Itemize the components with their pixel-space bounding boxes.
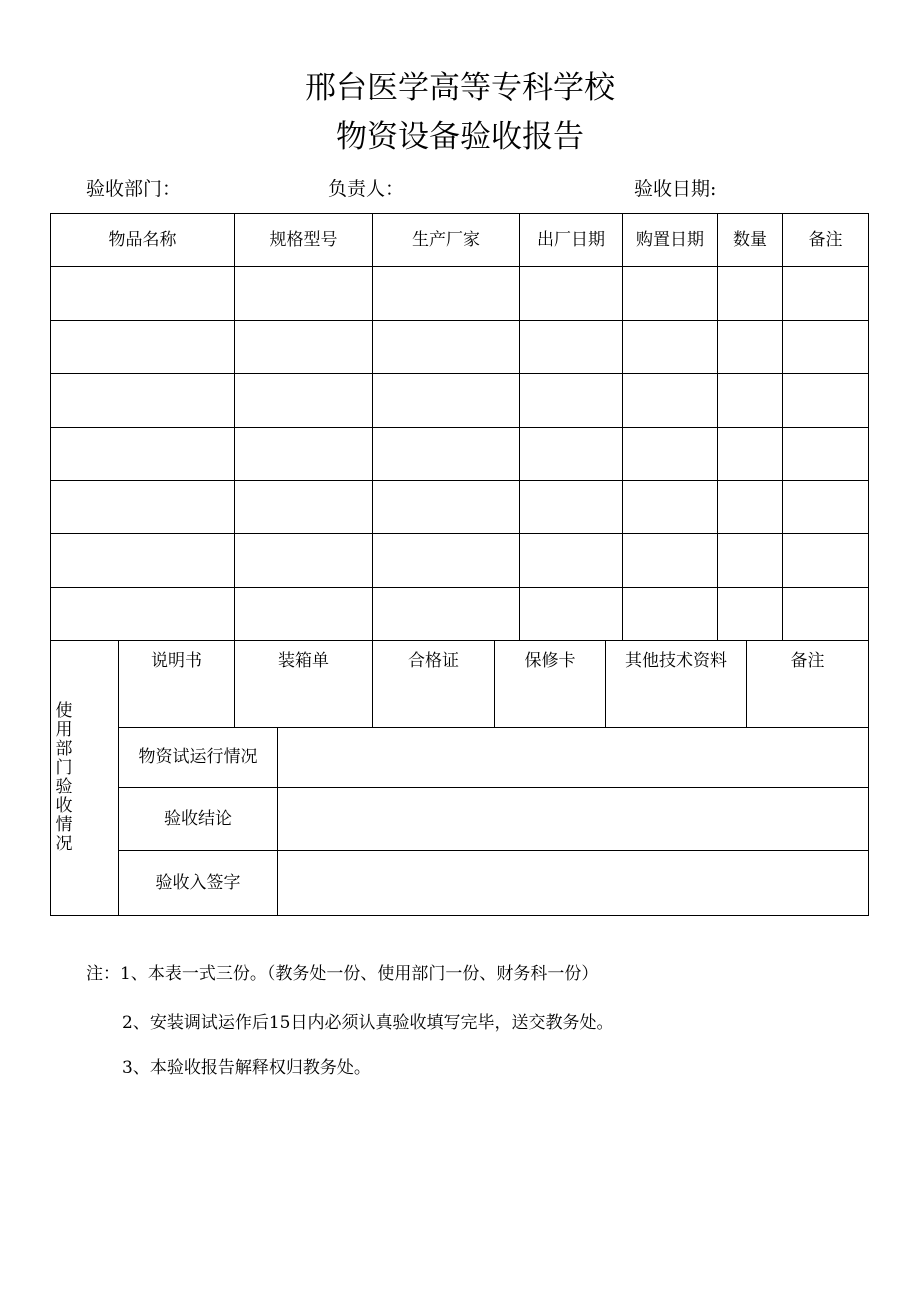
table-border-right — [868, 213, 869, 916]
side-label-char: 门 — [55, 758, 73, 778]
field-date-label: 验收日期: — [634, 178, 717, 200]
table-col-line — [277, 727, 278, 915]
side-label-char: 验 — [55, 777, 73, 797]
docs-header-remarks: 备注 — [790, 651, 825, 671]
table-row-line — [50, 480, 869, 481]
table-row-line — [50, 427, 869, 428]
note-2: 2、安装调试运作后15日内必须认真验收填写完毕，送交教务处。 — [122, 1013, 614, 1033]
table-border-left — [50, 213, 51, 916]
side-label-usage-dept-acceptance — [52, 702, 76, 854]
header-item-name: 物品名称 — [108, 230, 177, 250]
table-col-line — [372, 213, 373, 640]
table-row-line — [50, 373, 869, 374]
side-label-char: 用 — [55, 720, 73, 740]
header-quantity: 数量 — [733, 230, 767, 250]
side-label-char: 部 — [55, 739, 73, 759]
note-1: 注：1、本表一式三份。（教务处一份、使用部门一份、财务科一份） — [86, 964, 599, 984]
table-row-line — [118, 850, 869, 851]
table-col-line — [717, 213, 718, 640]
side-label-char: 况 — [55, 834, 73, 854]
docs-header-warranty-card: 保修卡 — [524, 651, 576, 671]
table-col-line — [622, 213, 623, 640]
table-row-line — [50, 320, 869, 321]
header-purchase-date: 购置日期 — [636, 230, 704, 250]
header-manufacturer: 生产厂家 — [412, 230, 480, 250]
table-col-line — [519, 213, 520, 640]
table-row-line — [118, 727, 869, 728]
field-department-label: 验收部门： — [86, 178, 182, 200]
table-row-line — [50, 533, 869, 534]
row-label-trial-run: 物资试运行情况 — [138, 747, 258, 767]
side-label-char: 收 — [55, 796, 73, 816]
note-3: 3、本验收报告解释权归教务处。 — [122, 1058, 371, 1078]
table-row-line — [50, 587, 869, 588]
table-col-line — [234, 213, 235, 640]
side-label-char: 情 — [55, 815, 73, 835]
docs-header-other-docs: 其他技术资料 — [625, 651, 727, 671]
row-label-conclusion: 验收结论 — [164, 809, 232, 829]
header-remarks: 备注 — [808, 230, 843, 250]
document-title: 邢台医学高等专科学校 — [305, 70, 615, 106]
table-row-line — [118, 787, 869, 788]
docs-header-manual: 说明书 — [151, 651, 202, 671]
docs-header-certificate: 合格证 — [408, 651, 459, 671]
table-col-line — [782, 213, 783, 640]
table-border-top — [50, 213, 869, 214]
header-model: 规格型号 — [269, 230, 338, 250]
docs-header-packing-list: 装箱单 — [278, 651, 329, 671]
table-border-bottom — [50, 915, 869, 916]
document-subtitle: 物资设备验收报告 — [336, 119, 584, 155]
header-factory-date: 出厂日期 — [537, 230, 605, 250]
table-row-line — [50, 266, 869, 267]
row-label-signature: 验收入签字 — [155, 873, 241, 893]
field-person-label: 负责人： — [328, 178, 405, 200]
side-label-char: 使 — [55, 701, 73, 721]
